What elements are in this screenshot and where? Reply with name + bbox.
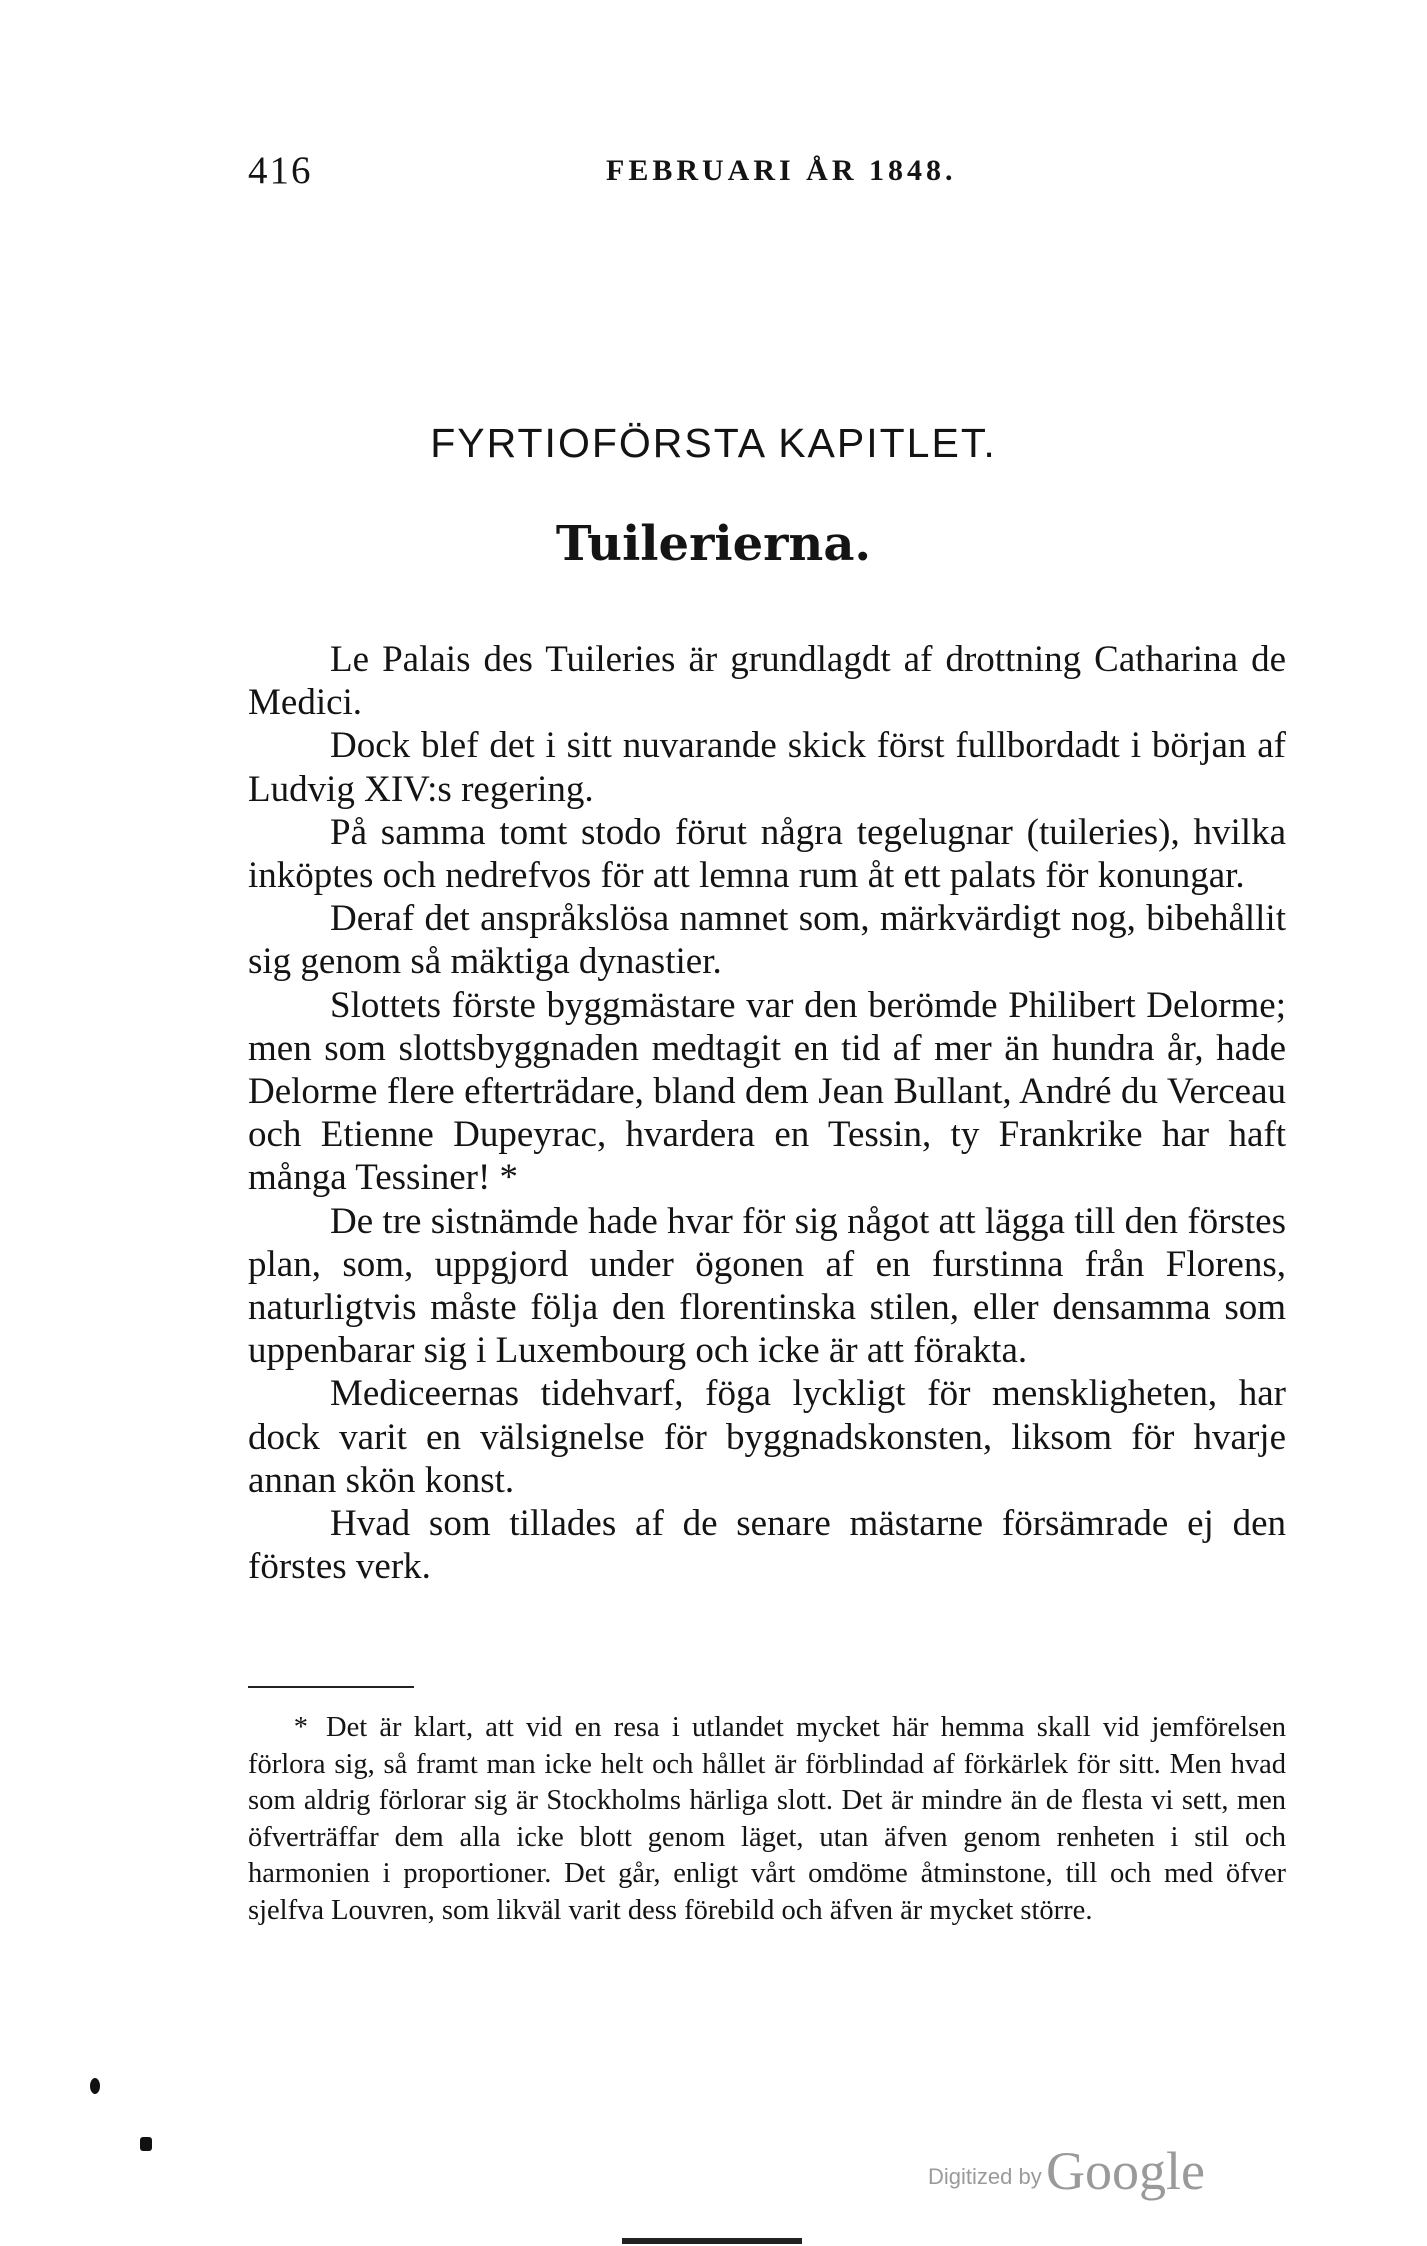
- paragraph: Deraf det anspråkslösa namnet som, märkvärdigt nog, bibehållit sig genom så mäktiga dynastier.: [248, 898, 1286, 983]
- paragraph: Mediceernas tidehvarf, föga lyckligt för menskligheten, har dock varit en välsignelse för byggnadskonsten, liksom för hvarje annan skön konst.: [248, 1373, 1286, 1501]
- paragraph: Hvad som tillades af de senare mästarne försämrade ej den förstes verk.: [248, 1503, 1286, 1588]
- footnote-mark: *: [293, 1712, 308, 1743]
- page-number: 416: [248, 149, 313, 192]
- ink-speck: [90, 2078, 100, 2094]
- running-head: [248, 148, 1228, 198]
- watermark-logo: Google: [1046, 2141, 1205, 2201]
- paragraph: De tre sistnämde hade hvar för sig något att lägga till den förstes plan, som, uppgjord under ögonen af en furstinna från Florens, naturligtvis måste följa den florentinska stilen, eller densamma som uppenbarar sig i Luxembourg och icke är att förakta.: [248, 1200, 1286, 1372]
- paragraph: Slottets förste byggmästare var den berömde Philibert Delorme; men som slottsbyggnaden medtagit en tid af mer än hundra år, hade Delorme flere efterträdare, bland dem Jean Bullant, André du Verceau och Etienne Dupeyrac, hvardera en Tessin, ty Frankrike har haft många Tessiner! *: [248, 984, 1286, 1199]
- paragraph: På samma tomt stodo förut några tegelugnar (tuileries), hvilka inköptes och nedrefvos för att lemna rum åt ett palats för konungar.: [248, 811, 1286, 897]
- watermark-prefix: Digitized by: [928, 2164, 1042, 2189]
- body-text: [248, 638, 1286, 1588]
- paragraph: Le Palais des Tuileries är grundlagdt af drottning Catharina de Medici.: [248, 639, 1286, 724]
- page-edge-mark: [622, 2238, 802, 2244]
- digitized-watermark: [928, 2140, 1248, 2200]
- chapter-heading: FYRTIOFÖRSTA KAPITLET.: [430, 420, 997, 466]
- footnote-text: Det är klart, att vid en resa i utlandet mycket här hemma skall vid jemförelsen förlora sig, så framt man icke helt och hållet är förblindad af förkärlek för sitt. Men hvad som aldrig förlorar sig är Stockholms härliga slott. Det är mindre än de flesta vi sett, men öfverträffar dem alla icke blott genom läget, utan äfven genom renheten i stil och harmonien i proportioner. Det går, enligt vårt omdöme åtminstone, till och med öfver sjelfva Louvren, som likväl varit dess förebild och äfven är mycket större.: [248, 1712, 1286, 1926]
- chapter-subtitle: Tuilerierna.: [555, 516, 872, 572]
- paragraph: Dock blef det i sitt nuvarande skick först fullbordadt i början af Ludvig XIV:s regering.: [248, 725, 1286, 810]
- ink-speck: [140, 2137, 152, 2151]
- footnote: [248, 1710, 1286, 1929]
- footnote-divider: [248, 1686, 414, 1688]
- running-title: FEBRUARI ÅR 1848.: [606, 154, 957, 187]
